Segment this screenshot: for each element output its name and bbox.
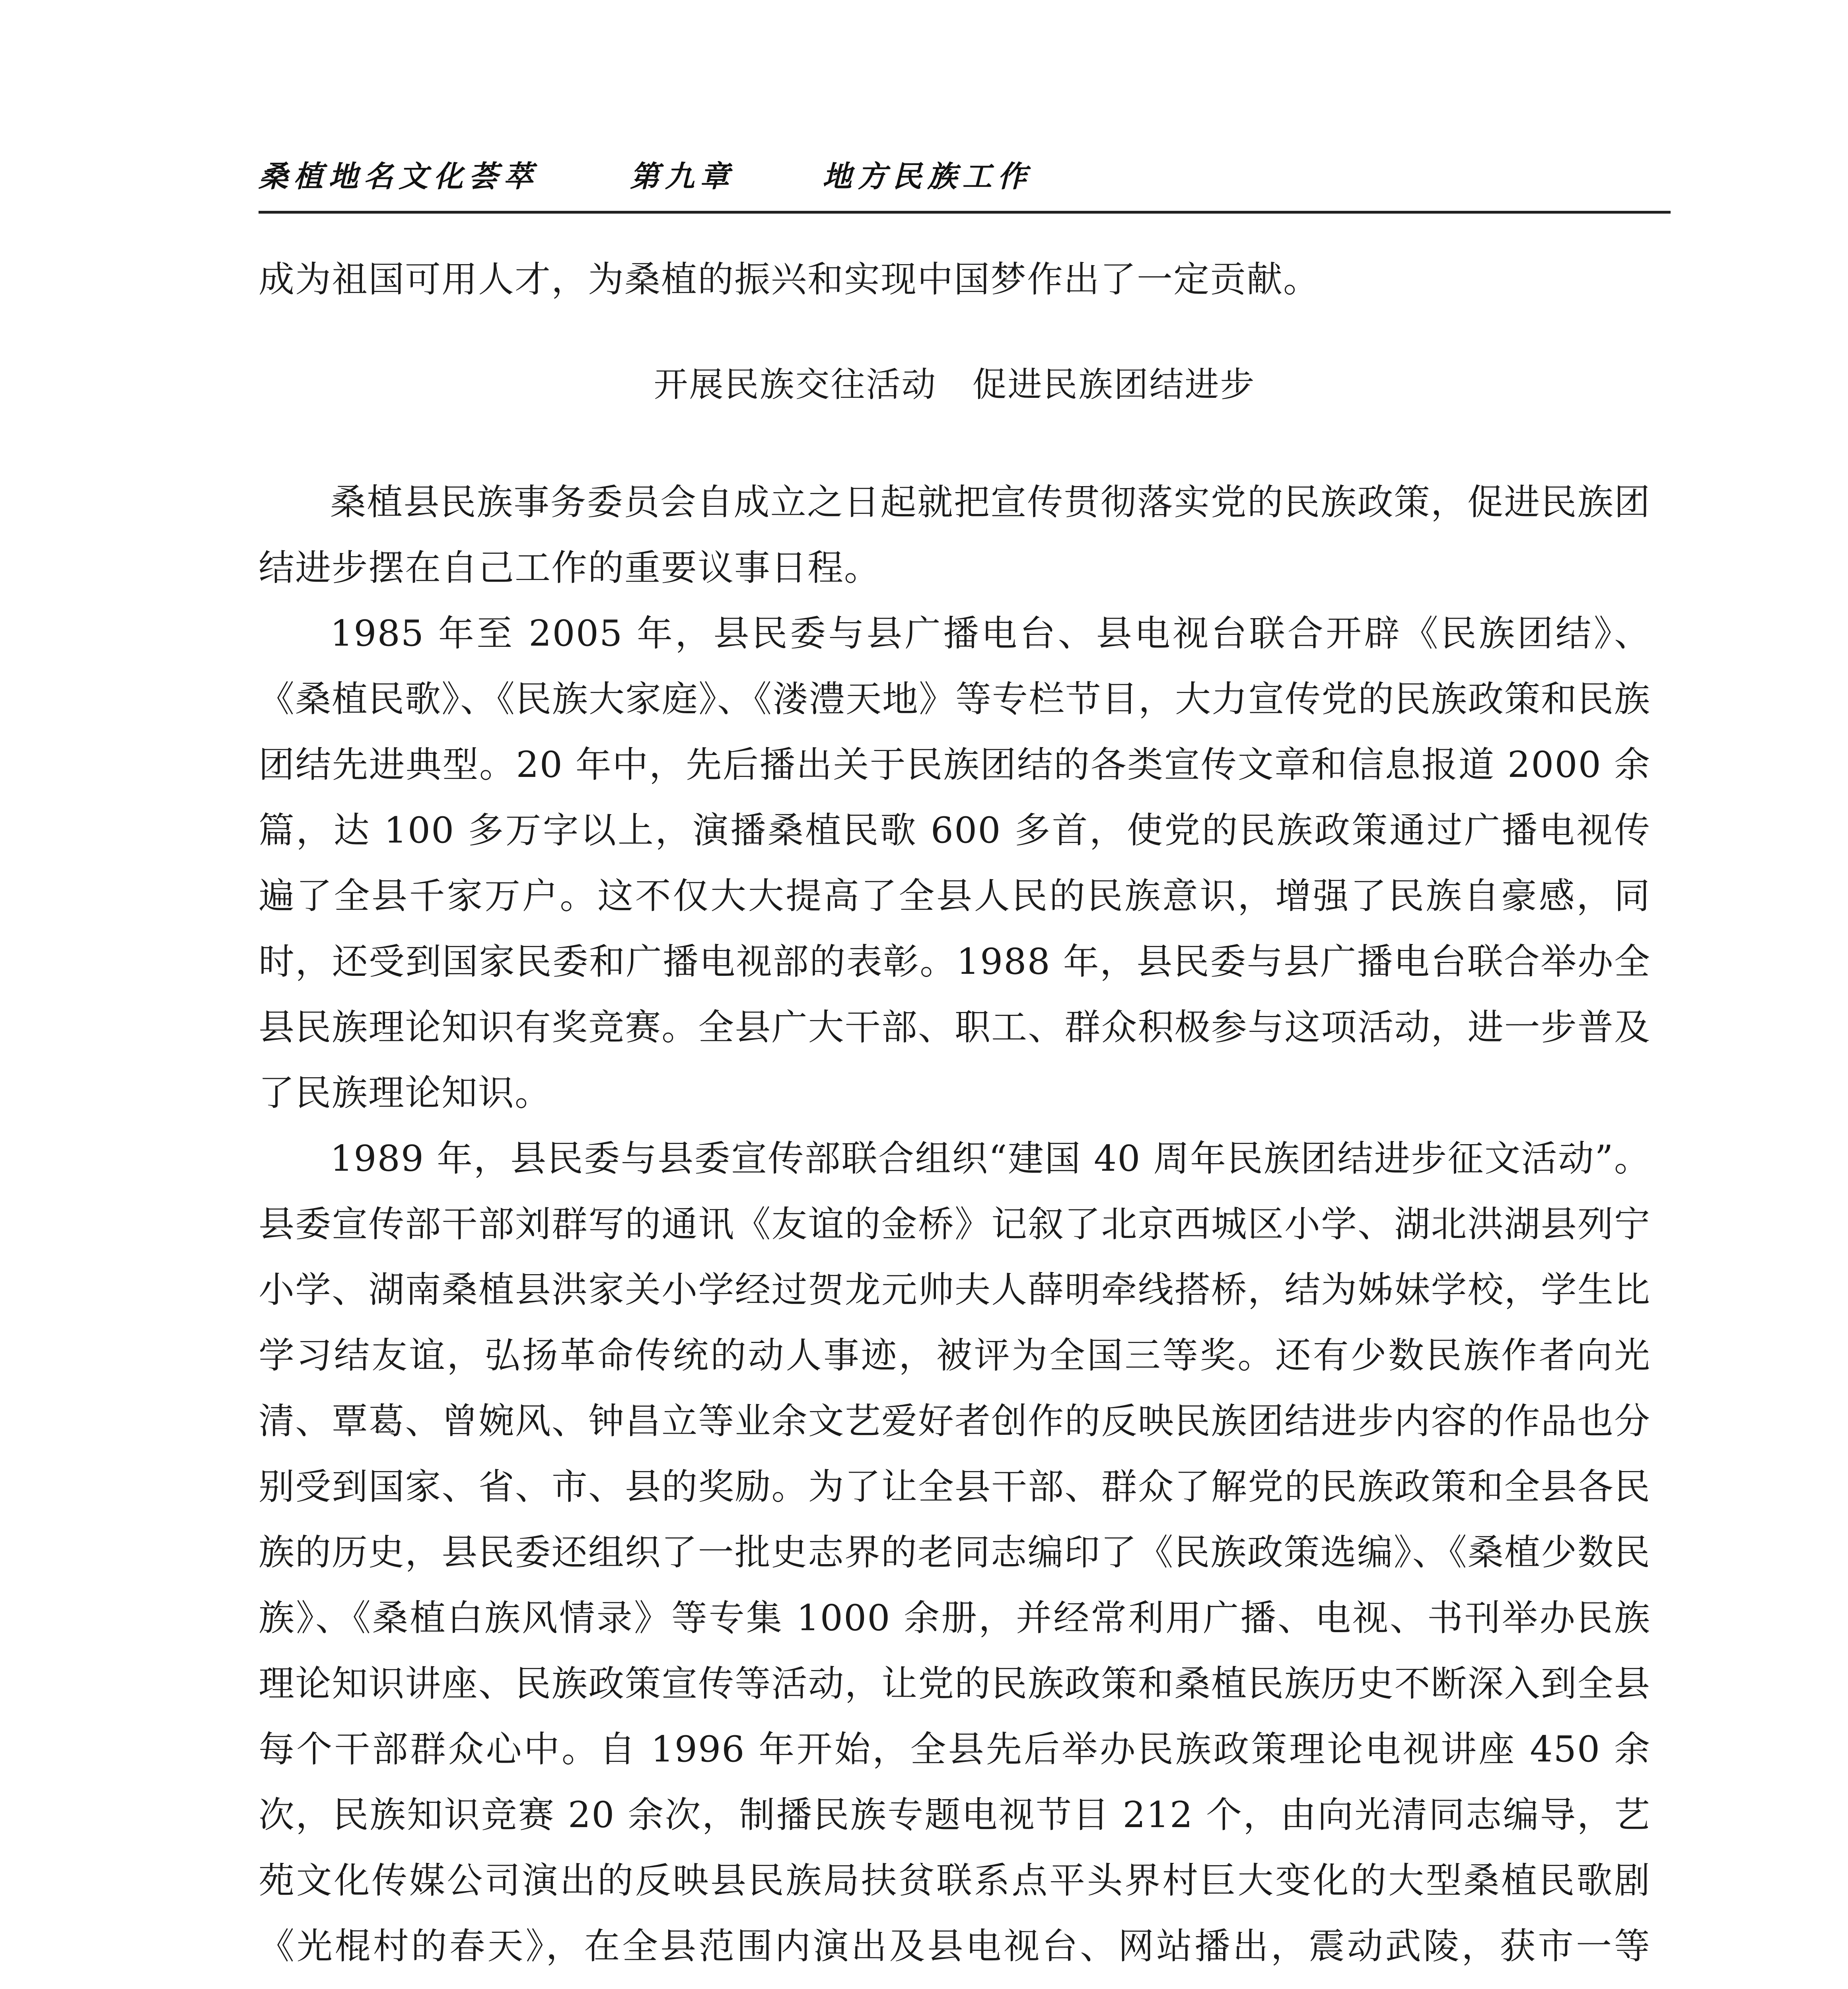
- header-rule: [259, 211, 1671, 214]
- paragraph: 桑植县民族事务委员会自成立之日起就把宣传贯彻落实党的民族政策，促进民族团结进步摆在自己工作的重要议事日程。: [259, 481, 1651, 589]
- header-book-title: 桑植地名文化荟萃: [259, 160, 539, 194]
- body-text: [259, 247, 1651, 1989]
- paragraph: 1989 年，县民委与县委宣传部联合组织“建国 40 周年民族团结进步征文活动”。县委宣传部干部刘群写的通讯《友谊的金桥》记叙了北京西城区小学、湖北洪湖县列宁小学、湖南桑植县洪家关小学经过贺龙元帅夫人薛明牵线搭桥，结为姊妹学校，学生比学习结友谊，弘扬革命传统的动人事迹，被评为全国三等奖。还有少数民族作者向光清、覃葛、曾婉风、钟昌立等业余文艺爱好者创作的反映民族团结进步内容的作品也分别受到国家、省、市、县的奖励。为了让全县干部、群众了解党的民族政策和全县各民族的历史，县民委还组织了一批史志界的老同志编印了《民族政策选编》、《桑植少数民族》、《桑植白族风情录》等专集 1000 余册，并经常利用广播、电视、书刊举办民族理论知识讲座、民族政策宣传等活动，让党的民族政策和桑植民族历史不断深入到全县每个干部群众心中。自 1996 年开始，全县先后举办民族政策理论电视讲座 450 余次，民族知识竞赛 20 余次，制播民族专题电视节目 212 个，由向光清同志编导，艺苑文化传媒公司演出的反映县民族局扶贫联系点平头界村巨大变化的大型桑植民歌剧《光棍村的春天》，在全县范围内演出及县电视台、网站播出，震动武陵，获市一等: [259, 1138, 1651, 1967]
- section-title: 开展民族交往活动 促进民族团结进步: [654, 365, 1256, 405]
- paragraph: 1985 年至 2005 年，县民委与县广播电台、县电视台联合开辟《民族团结》、《桑植民歌》、《民族大家庭》、《溇澧天地》等专栏节目，大力宣传党的民族政策和民族团结先进典型。20 年中，先后播出关于民族团结的各类宣传文章和信息报道 2000 余篇，达 100 多万字以上，演播桑植民歌 600 多首，使党的民族政策通过广播电视传遍了全县千家万户。这不仅大大提高了全县人民的民族意识，增强了民族自豪感，同时，还受到国家民委和广播电视部的表彰。1988 年，县民委与县广播电台联合举办全县民族理论知识有奖竞赛。全县广大干部、职工、群众积极参与这项活动，进一步普及了民族理论知识。: [259, 613, 1651, 1114]
- lead-line: 成为祖国可用人才，为桑植的振兴和实现中国梦作出了一定贡献。: [259, 259, 1320, 300]
- header-chapter: 第九章: [630, 160, 735, 194]
- running-header: [259, 153, 1671, 209]
- header-chapter-title: 地方民族工作: [822, 160, 1033, 194]
